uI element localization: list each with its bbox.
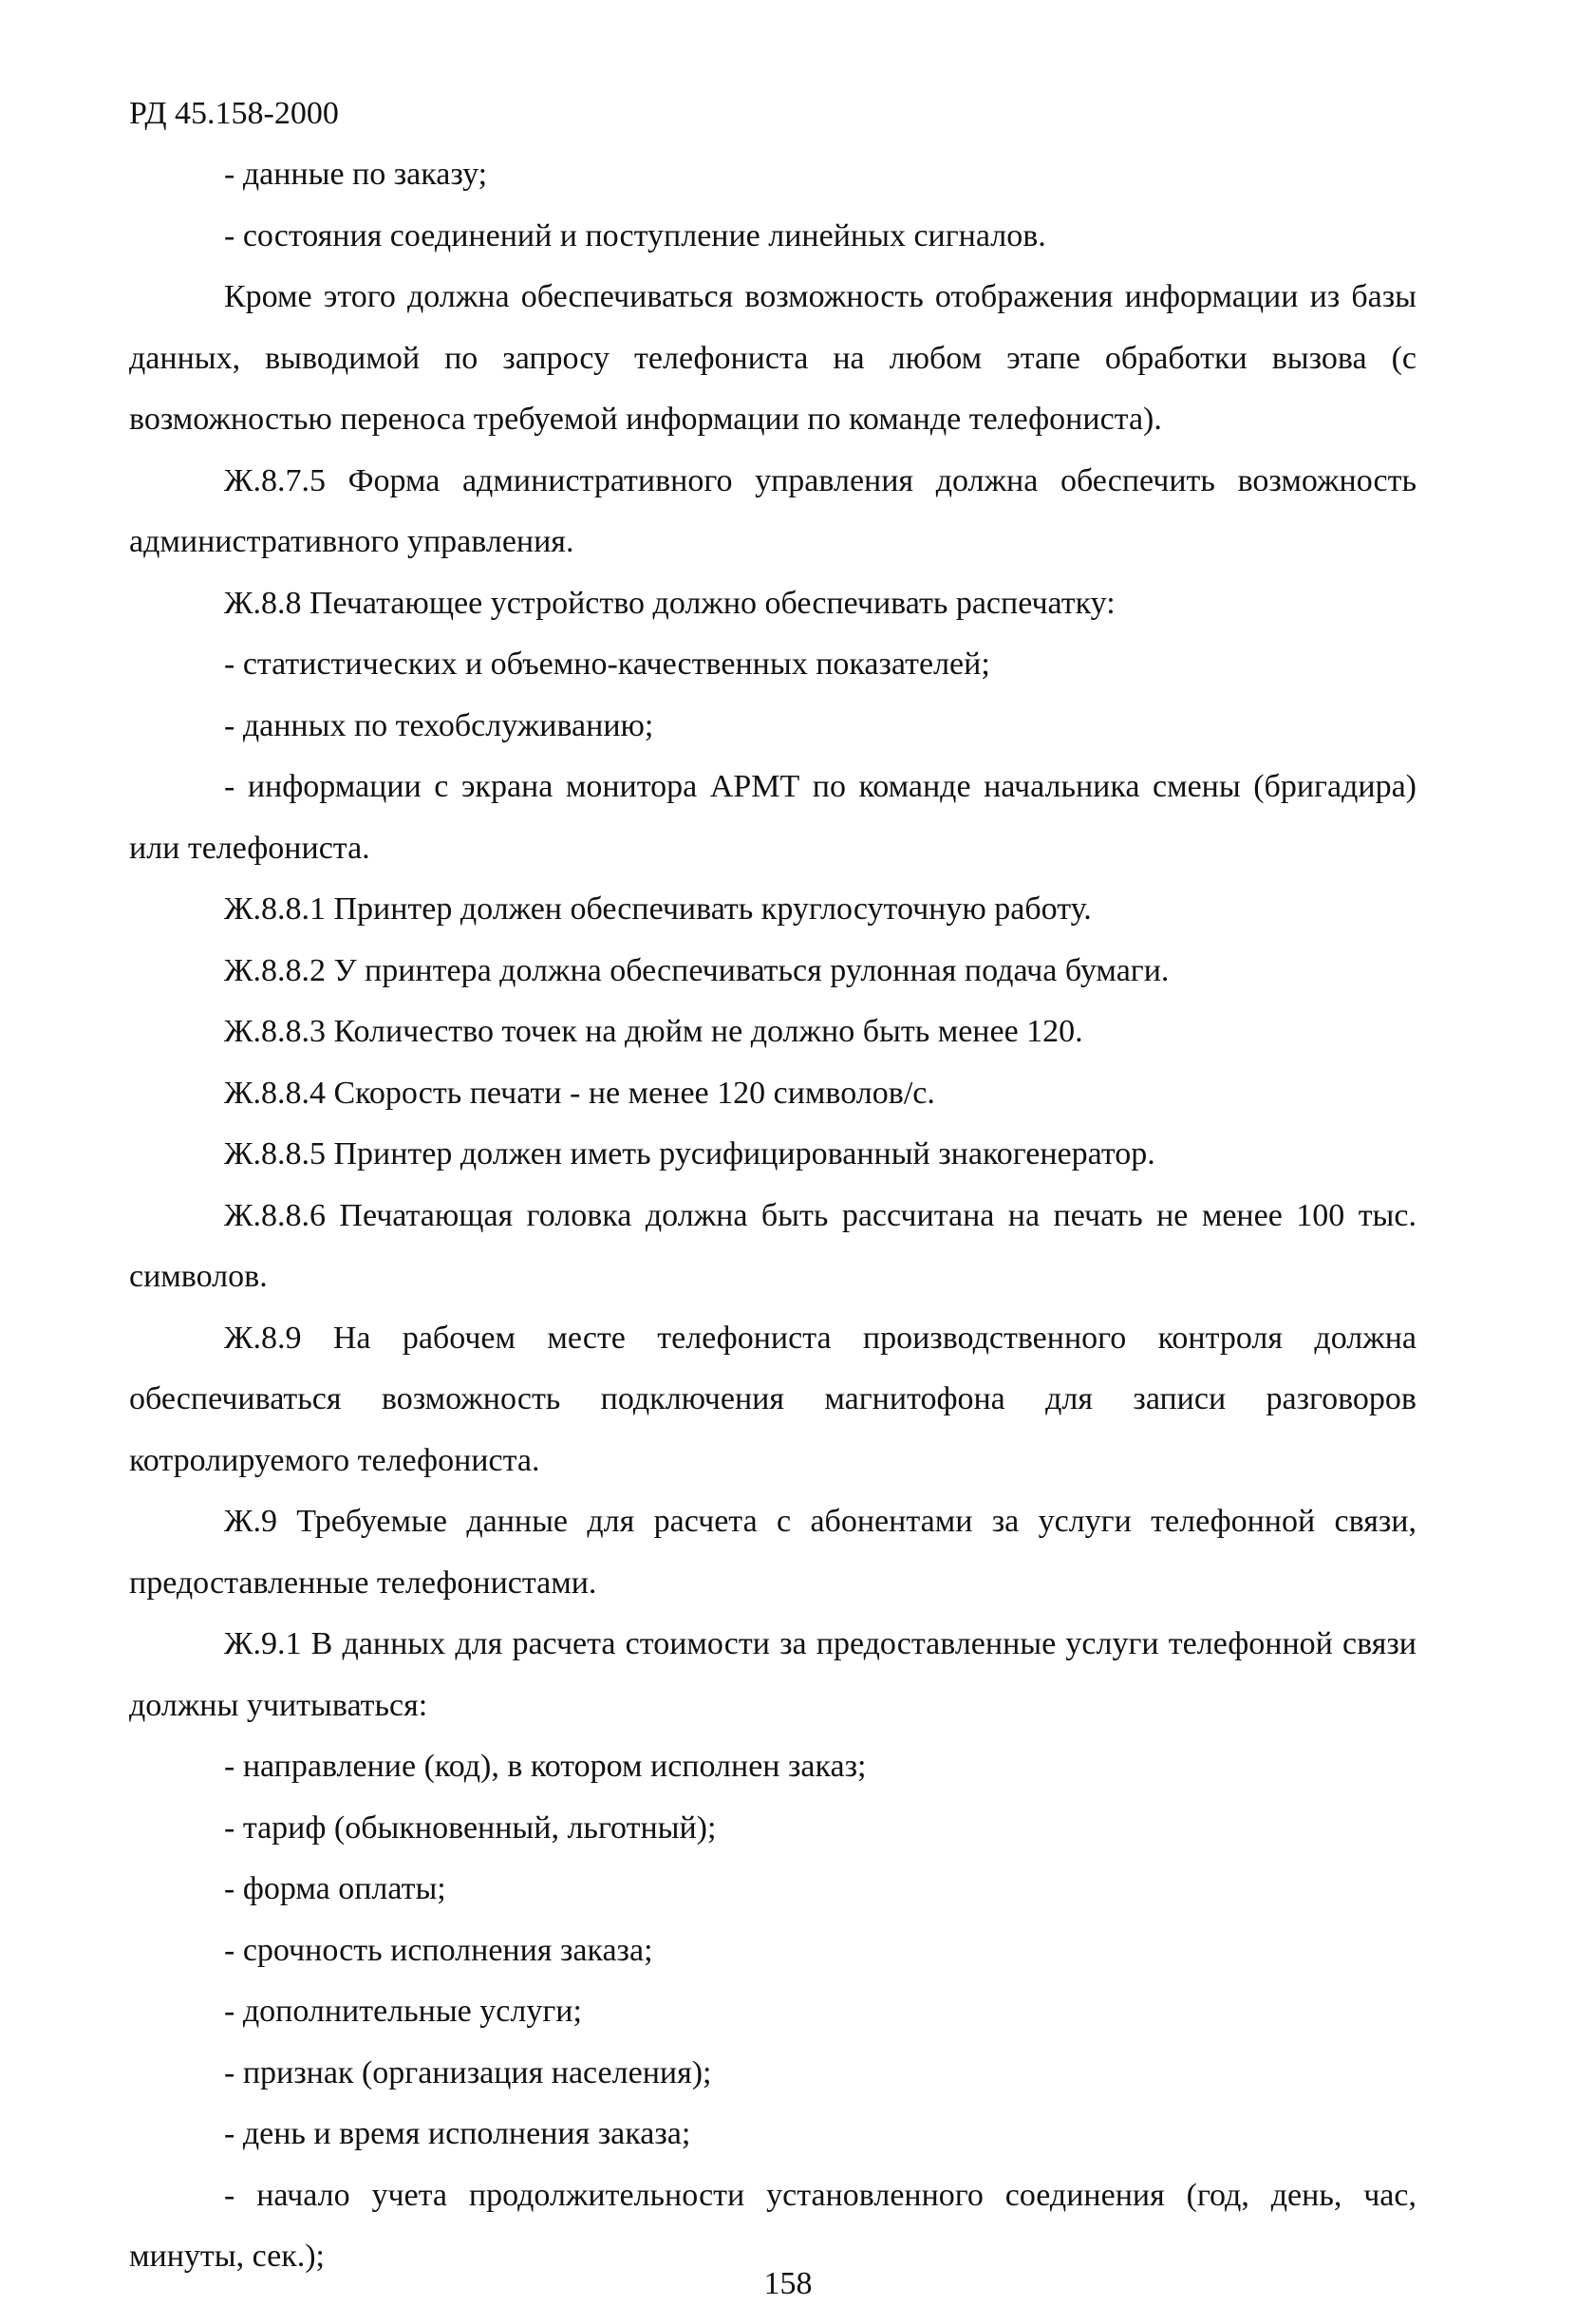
list-item: - день и время исполнения заказа; <box>224 2116 691 2151</box>
list-item: - состояния соединений и поступление линейных сигналов. <box>224 217 1046 253</box>
paragraph: Ж.8.8.4 Скорость печати - не менее 120 символов/с. <box>224 1075 935 1111</box>
list-item: - признак (организация населения); <box>224 2054 712 2090</box>
document-code: РД 45.158-2000 <box>129 96 339 131</box>
list-item: - информации с экрана монитора АРМТ по команде начальника смены (бригадира) или телефониста. <box>129 769 1417 866</box>
paragraph: Ж.8.8.3 Количество точек на дюйм не должно быть менее 120. <box>224 1014 1083 1049</box>
paragraph: Ж.8.8.1 Принтер должен обеспечивать круглосуточную работу. <box>224 891 1092 927</box>
list-item: - тариф (обыкновенный, льготный); <box>224 1809 717 1846</box>
paragraph: Ж.8.8.6 Печатающая головка должна быть рассчитана на печать не менее 100 тыс. символов. <box>129 1197 1417 1294</box>
list-item: - начало учета продолжительности установленного соединения (год, день, час, минуты, сек.); <box>129 2177 1417 2274</box>
list-item: - дополнительные услуги; <box>224 1994 582 2029</box>
paragraph: Ж.9.1 В данных для расчета стоимости за предоставленные услуги телефонной связи должны учитываться: <box>129 1626 1417 1723</box>
paragraph: Ж.8.8 Печатающее устройство должно обеспечивать распечатку: <box>224 585 1116 621</box>
paragraph: Ж.8.8.2 У принтера должна обеспечиваться рулонная подача бумаги. <box>224 952 1170 988</box>
list-item: - данных по техобслуживанию; <box>224 707 654 743</box>
paragraph: Ж.8.7.5 Форма административного управления должна обеспечить возможность административного управления. <box>129 462 1417 559</box>
paragraph: Ж.9 Требуемые данные для расчета с абонентами за услуги телефонной связи, предоставленные телефонистами. <box>129 1504 1417 1601</box>
list-item: - статистических и объемно-качественных показателей; <box>224 647 990 682</box>
list-item: - данные по заказу; <box>224 157 488 192</box>
document-body <box>129 144 1417 2288</box>
list-item: - срочность исполнения заказа; <box>224 1932 653 1968</box>
page-number: 158 <box>763 2266 813 2301</box>
paragraph: Ж.8.9 На рабочем месте телефониста производственного контроля должна обеспечиваться возможность подключения магнитофона для записи разговоров котролируемого телефониста. <box>129 1320 1417 1478</box>
list-item: - направление (код), в котором исполнен заказ; <box>224 1749 867 1784</box>
paragraph: Кроме этого должна обеспечиваться возможность отображения информации из базы данных, выводимой по запросу телефониста на любом этапе обработки вызова (с возможностью переноса требуемой информации по команде телефониста). <box>129 279 1417 437</box>
paragraph: Ж.8.8.5 Принтер должен иметь русифицированный знакогенератор. <box>224 1136 1155 1171</box>
list-item: - форма оплаты; <box>224 1871 446 1906</box>
